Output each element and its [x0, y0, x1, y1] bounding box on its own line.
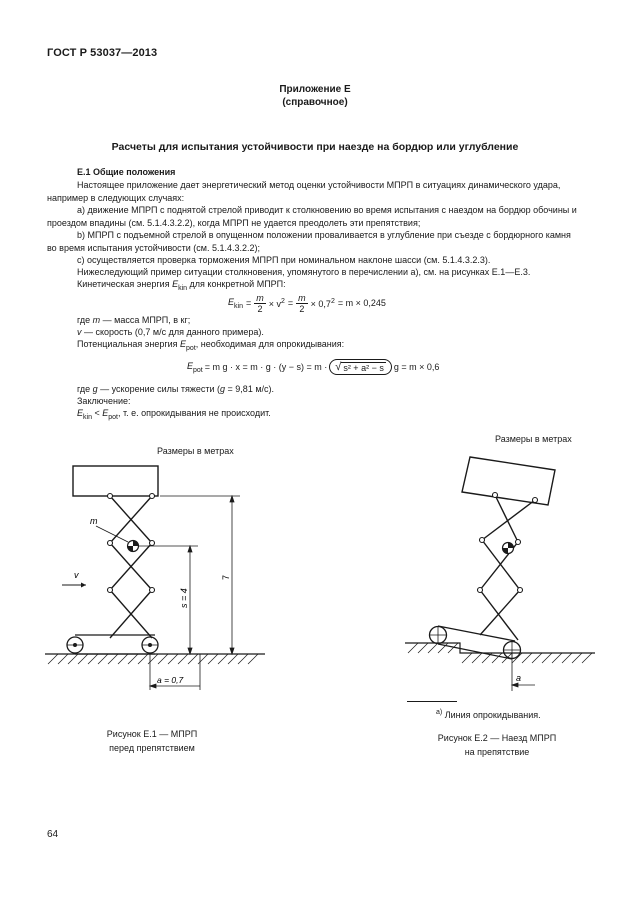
center-of-mass-icon — [128, 541, 139, 552]
conclusion-label: Заключение: — [77, 396, 131, 406]
figure1-caption: Рисунок Е.1 — МПРП перед препятствием — [106, 729, 198, 753]
appendix-title: Приложение Е — [279, 84, 351, 95]
paragraph-kinetic: Кинетическая энергия $E_{kin}$ для конкретной МПРП: — [77, 279, 286, 292]
paragraph-case-c: с) осуществляется проверка торможения МПРП при номинальном наклоне шасси (см. 5.1.4.3.2.3). — [77, 255, 491, 265]
page-number: 64 — [47, 829, 59, 840]
figure2-caption: Рисунок Е.2 — Наезд МПРП на препятствие — [437, 733, 557, 757]
label-a-fig2: a — [516, 673, 522, 683]
figure2-dims-label: Размеры в метрах — [495, 434, 572, 444]
conclusion-text: $E_{kin} < E_{pot}$, т. е. опрокидывания не происходит. — [77, 408, 271, 421]
formula-kinetic: $E_{kin}$ = $\frac{m}{2}$ × $v^2$ = $\frac{m}{2}$ × $0,7^2$ = m × 0,245 — [228, 292, 386, 314]
section-title: Расчеты для испытания устойчивости при наезде на бордюр или углубление — [111, 141, 519, 153]
where-m: где m — масса МПРП, в кг; — [77, 315, 191, 325]
dimension-a-fig2 — [512, 653, 535, 691]
figure1-dims-label: Размеры в метрах — [157, 446, 234, 456]
where-g: где g — ускорение силы тяжести (g = 9,81 м/с). — [77, 384, 275, 394]
wheel-hub-icon — [73, 643, 152, 647]
paragraph-example: Нижеследующий пример ситуации столкновения, упомянутого в перечислении а), см. на рисунках Е.1—Е.3. — [77, 267, 531, 277]
curb-ground — [405, 643, 595, 663]
paragraph-intro: Настоящее приложение дает энергетический метод оценки устойчивости МПРП в ситуациях динамического удара, например в следующих случаях: — [47, 180, 561, 203]
paragraph-case-b: b) МПРП с подъемной стрелой в опущенном положении проваливается в углубление при съезде с бордюрного камня во время испытания устойчивости (см. 5.1.4.3.2.2); — [47, 230, 571, 253]
label-m: m — [90, 516, 98, 526]
chassis — [67, 635, 158, 654]
label-v: v — [74, 570, 79, 580]
standard-header: ГОСТ Р 53037—2013 — [47, 47, 158, 59]
scissor-arms — [110, 496, 152, 638]
figure1-scissor-lift — [40, 458, 270, 698]
paragraph-case-a: а) движение МПРП с поднятой стрелой приводит к столкновению во время испытания с наездом на бордюр обочины и проездом впадины (см. 5.1.4.3.2.2), когда МПРП не удается преодолеть эти препятствия; — [47, 205, 577, 228]
paragraph-potential: Потенциальная энергия $E_{pot}$, необходимая для опрокидывания: — [77, 339, 345, 352]
where-v: v — скорость (0,7 м/с для данного примера). — [77, 327, 264, 337]
tilted-center-of-mass-icon — [503, 543, 514, 554]
tilted-scissor-arms — [480, 495, 535, 640]
label-s: s = 4 — [179, 588, 189, 608]
footnote-rule — [407, 701, 457, 702]
platform — [73, 466, 158, 496]
appendix-heading — [0, 83, 630, 109]
label-a: a = 0,7 — [157, 675, 184, 685]
figure2-footnote: $^{a)}$ Линия опрокидывания. — [436, 709, 541, 720]
tilted-platform — [462, 457, 555, 505]
ground — [45, 654, 265, 664]
figure2-scissor-lift-tipping — [400, 445, 600, 700]
appendix-type: (справочное) — [282, 97, 348, 108]
label-height: 7 — [221, 574, 231, 580]
formula-potential: $E_{pot}$ = m g · x = m · g · (y − s) = m · √ s² + a² − s g = m × 0,6 — [187, 360, 440, 374]
subsection-title: Е.1 Общие положения — [77, 167, 176, 177]
